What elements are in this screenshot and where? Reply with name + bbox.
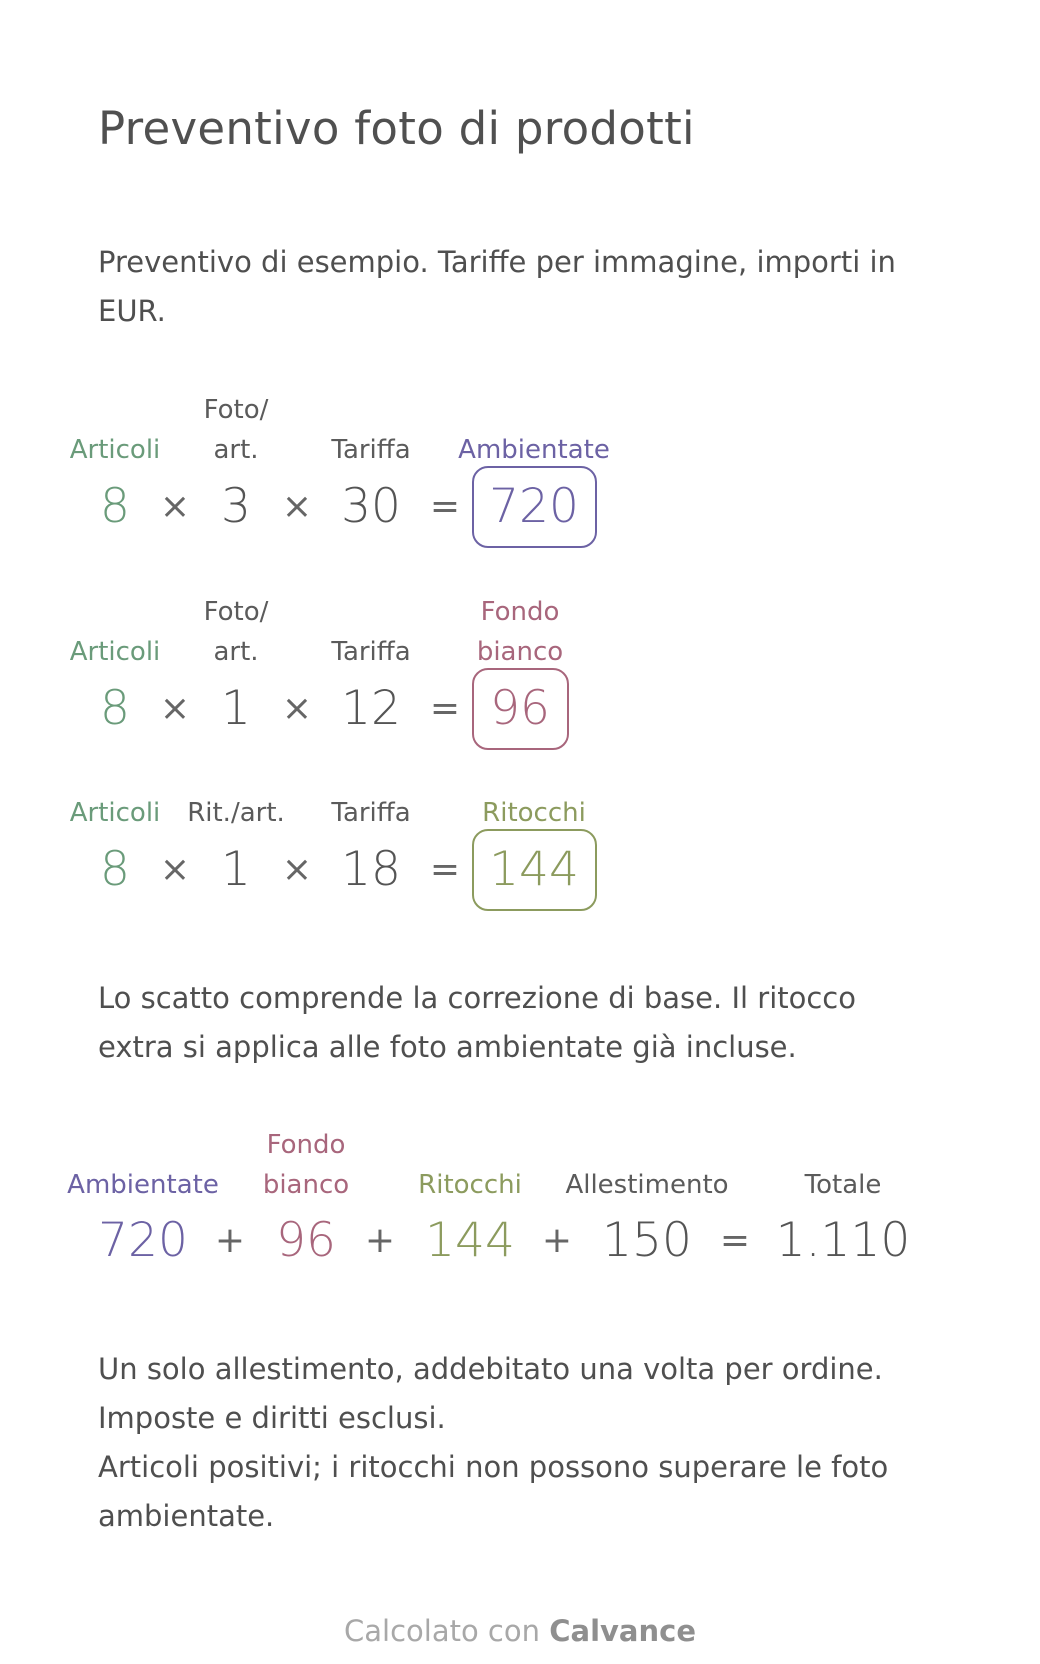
per-item-label-line1: Foto/ xyxy=(203,597,269,627)
note-line: ambientate. xyxy=(98,1499,275,1533)
summary-totale-value: 1.110 xyxy=(775,1213,911,1268)
result-value: 96 xyxy=(490,681,550,736)
times-operator: × xyxy=(159,486,191,527)
per-item-label: Rit./art. xyxy=(187,798,285,828)
footer-brand-link[interactable]: Calvance xyxy=(549,1614,696,1648)
result-label: Ritocchi xyxy=(482,798,586,828)
rate-value: 30 xyxy=(341,479,401,534)
summary-fondo-value: 96 xyxy=(276,1213,336,1268)
items-value: 8 xyxy=(100,681,130,736)
summary-ritocchi-label: Ritocchi xyxy=(418,1170,522,1200)
times-operator: × xyxy=(159,688,191,729)
note-correction xyxy=(98,974,958,1072)
summary-ambientate-value: 720 xyxy=(98,1213,188,1268)
rate-value: 12 xyxy=(341,681,401,736)
result-label-line1: Fondo xyxy=(480,597,560,627)
items-label: Articoli xyxy=(69,637,161,667)
summary-ambientate-label: Ambientate xyxy=(67,1170,219,1200)
times-operator: × xyxy=(281,849,313,890)
note-line: extra si applica alle foto ambientate già incluse. xyxy=(98,1030,797,1064)
footer-credit xyxy=(0,1614,1040,1648)
note-line: Un solo allestimento, addebitato una volta per ordine. xyxy=(98,1352,883,1386)
summary-fondo-label-line1: Fondo xyxy=(266,1130,346,1160)
per-item-value: 1 xyxy=(221,681,251,736)
summary-totale-label: Totale xyxy=(804,1170,882,1200)
rate-label: Tariffa xyxy=(331,637,411,667)
summary-allestimento-label: Allestimento xyxy=(565,1170,729,1200)
page-title: Preventivo foto di prodotti xyxy=(98,102,695,155)
rate-value: 18 xyxy=(341,842,401,897)
rate-label: Tariffa xyxy=(331,435,411,465)
intro-line: EUR. xyxy=(98,294,166,328)
footer-prefix: Calcolato con xyxy=(344,1614,550,1648)
summary-ritocchi-value: 144 xyxy=(425,1213,515,1268)
note-line: Articoli positivi; i ritocchi non possono superare le foto xyxy=(98,1450,889,1484)
summary-fondo-label-line2: bianco xyxy=(262,1170,350,1200)
per-item-value: 3 xyxy=(221,479,251,534)
rate-label: Tariffa xyxy=(331,798,411,828)
plus-operator: + xyxy=(541,1220,573,1261)
result-label-line2: bianco xyxy=(476,637,564,667)
result-label: Ambientate xyxy=(458,435,610,465)
note-line: Imposte e diritti esclusi. xyxy=(98,1401,446,1435)
equals-operator: = xyxy=(429,688,461,729)
plus-operator: + xyxy=(364,1220,396,1261)
intro-line: Preventivo di esempio. Tariffe per immagine, importi in xyxy=(98,245,896,279)
note-terms xyxy=(98,1345,958,1541)
items-value: 8 xyxy=(100,479,130,534)
per-item-value: 1 xyxy=(221,842,251,897)
result-value: 720 xyxy=(489,479,579,534)
equals-operator: = xyxy=(429,486,461,527)
items-label: Articoli xyxy=(69,435,161,465)
per-item-label-line2: art. xyxy=(213,637,259,667)
plus-operator: + xyxy=(214,1220,246,1261)
times-operator: × xyxy=(159,849,191,890)
times-operator: × xyxy=(281,688,313,729)
per-item-label-line2: art. xyxy=(213,435,259,465)
equals-operator: = xyxy=(719,1220,751,1261)
note-line: Lo scatto comprende la correzione di base. Il ritocco xyxy=(98,981,856,1015)
equals-operator: = xyxy=(429,849,461,890)
times-operator: × xyxy=(281,486,313,527)
per-item-label-line1: Foto/ xyxy=(203,395,269,425)
items-value: 8 xyxy=(100,842,130,897)
intro-text xyxy=(98,238,958,336)
items-label: Articoli xyxy=(69,798,161,828)
summary-allestimento-value: 150 xyxy=(602,1213,692,1268)
result-value: 144 xyxy=(489,842,579,897)
